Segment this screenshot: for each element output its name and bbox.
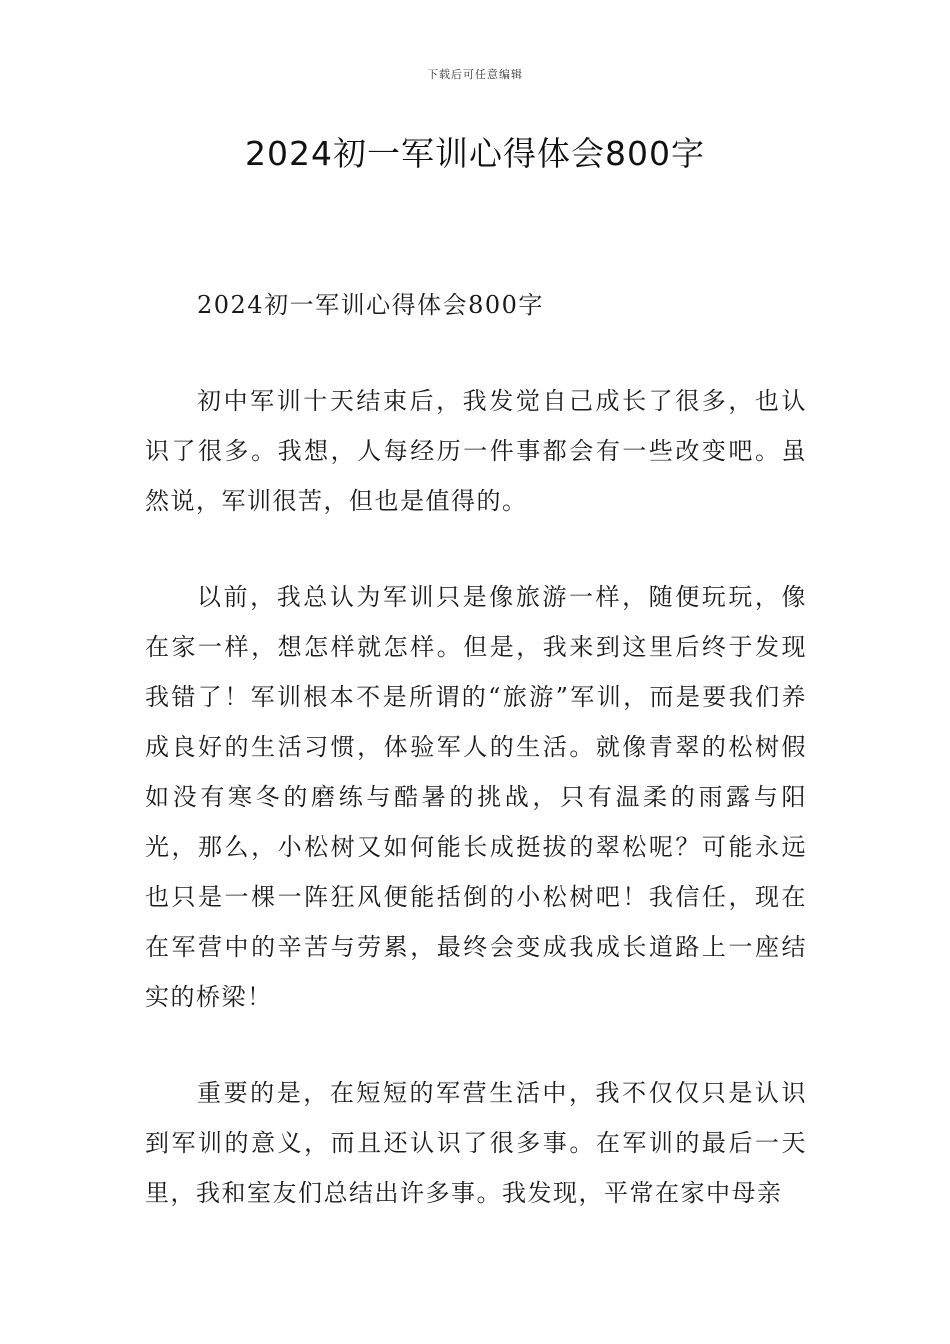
header-note: 下载后可任意编辑 — [427, 68, 523, 81]
paragraph-2: 以前，我总认为军训只是像旅游一样，随便玩玩，像在家一样，想怎样就怎样。但是，我来到这里后终于发现我错了！军训根本不是所谓的“旅游”军训，而是要我们养成良好的生活习惯，体验军人的生活。就像青翠的松树假如没有寒冬的磨练与酷暑的挑战，只有温柔的雨露与阳光，那么，小松树又如何能长成挺拔的翠松呢？可能永远也只是一棵一阵狂风便能括倒的小松树吧！我信任，现在在军营中的辛苦与劳累，最终会变成我成长道路上一座结实的桥梁！ — [145, 583, 807, 1011]
document-body — [145, 280, 807, 1264]
document-title: 2024初一军训心得体会800字 — [245, 134, 705, 173]
paragraph-1: 初中军训十天结束后，我发觉自己成长了很多，也认识了很多。我想，人每经历一件事都会有一些改变吧。虽然说，军训很苦，但也是值得的。 — [145, 387, 807, 515]
paragraph-3: 重要的是，在短短的军营生活中，我不仅仅只是认识到军训的意义，而且还认识了很多事。在军训的最后一天里，我和室友们总结出许多事。我发现，平常在家中母亲 — [145, 1079, 807, 1207]
subtitle: 2024初一军训心得体会800字 — [197, 291, 544, 319]
